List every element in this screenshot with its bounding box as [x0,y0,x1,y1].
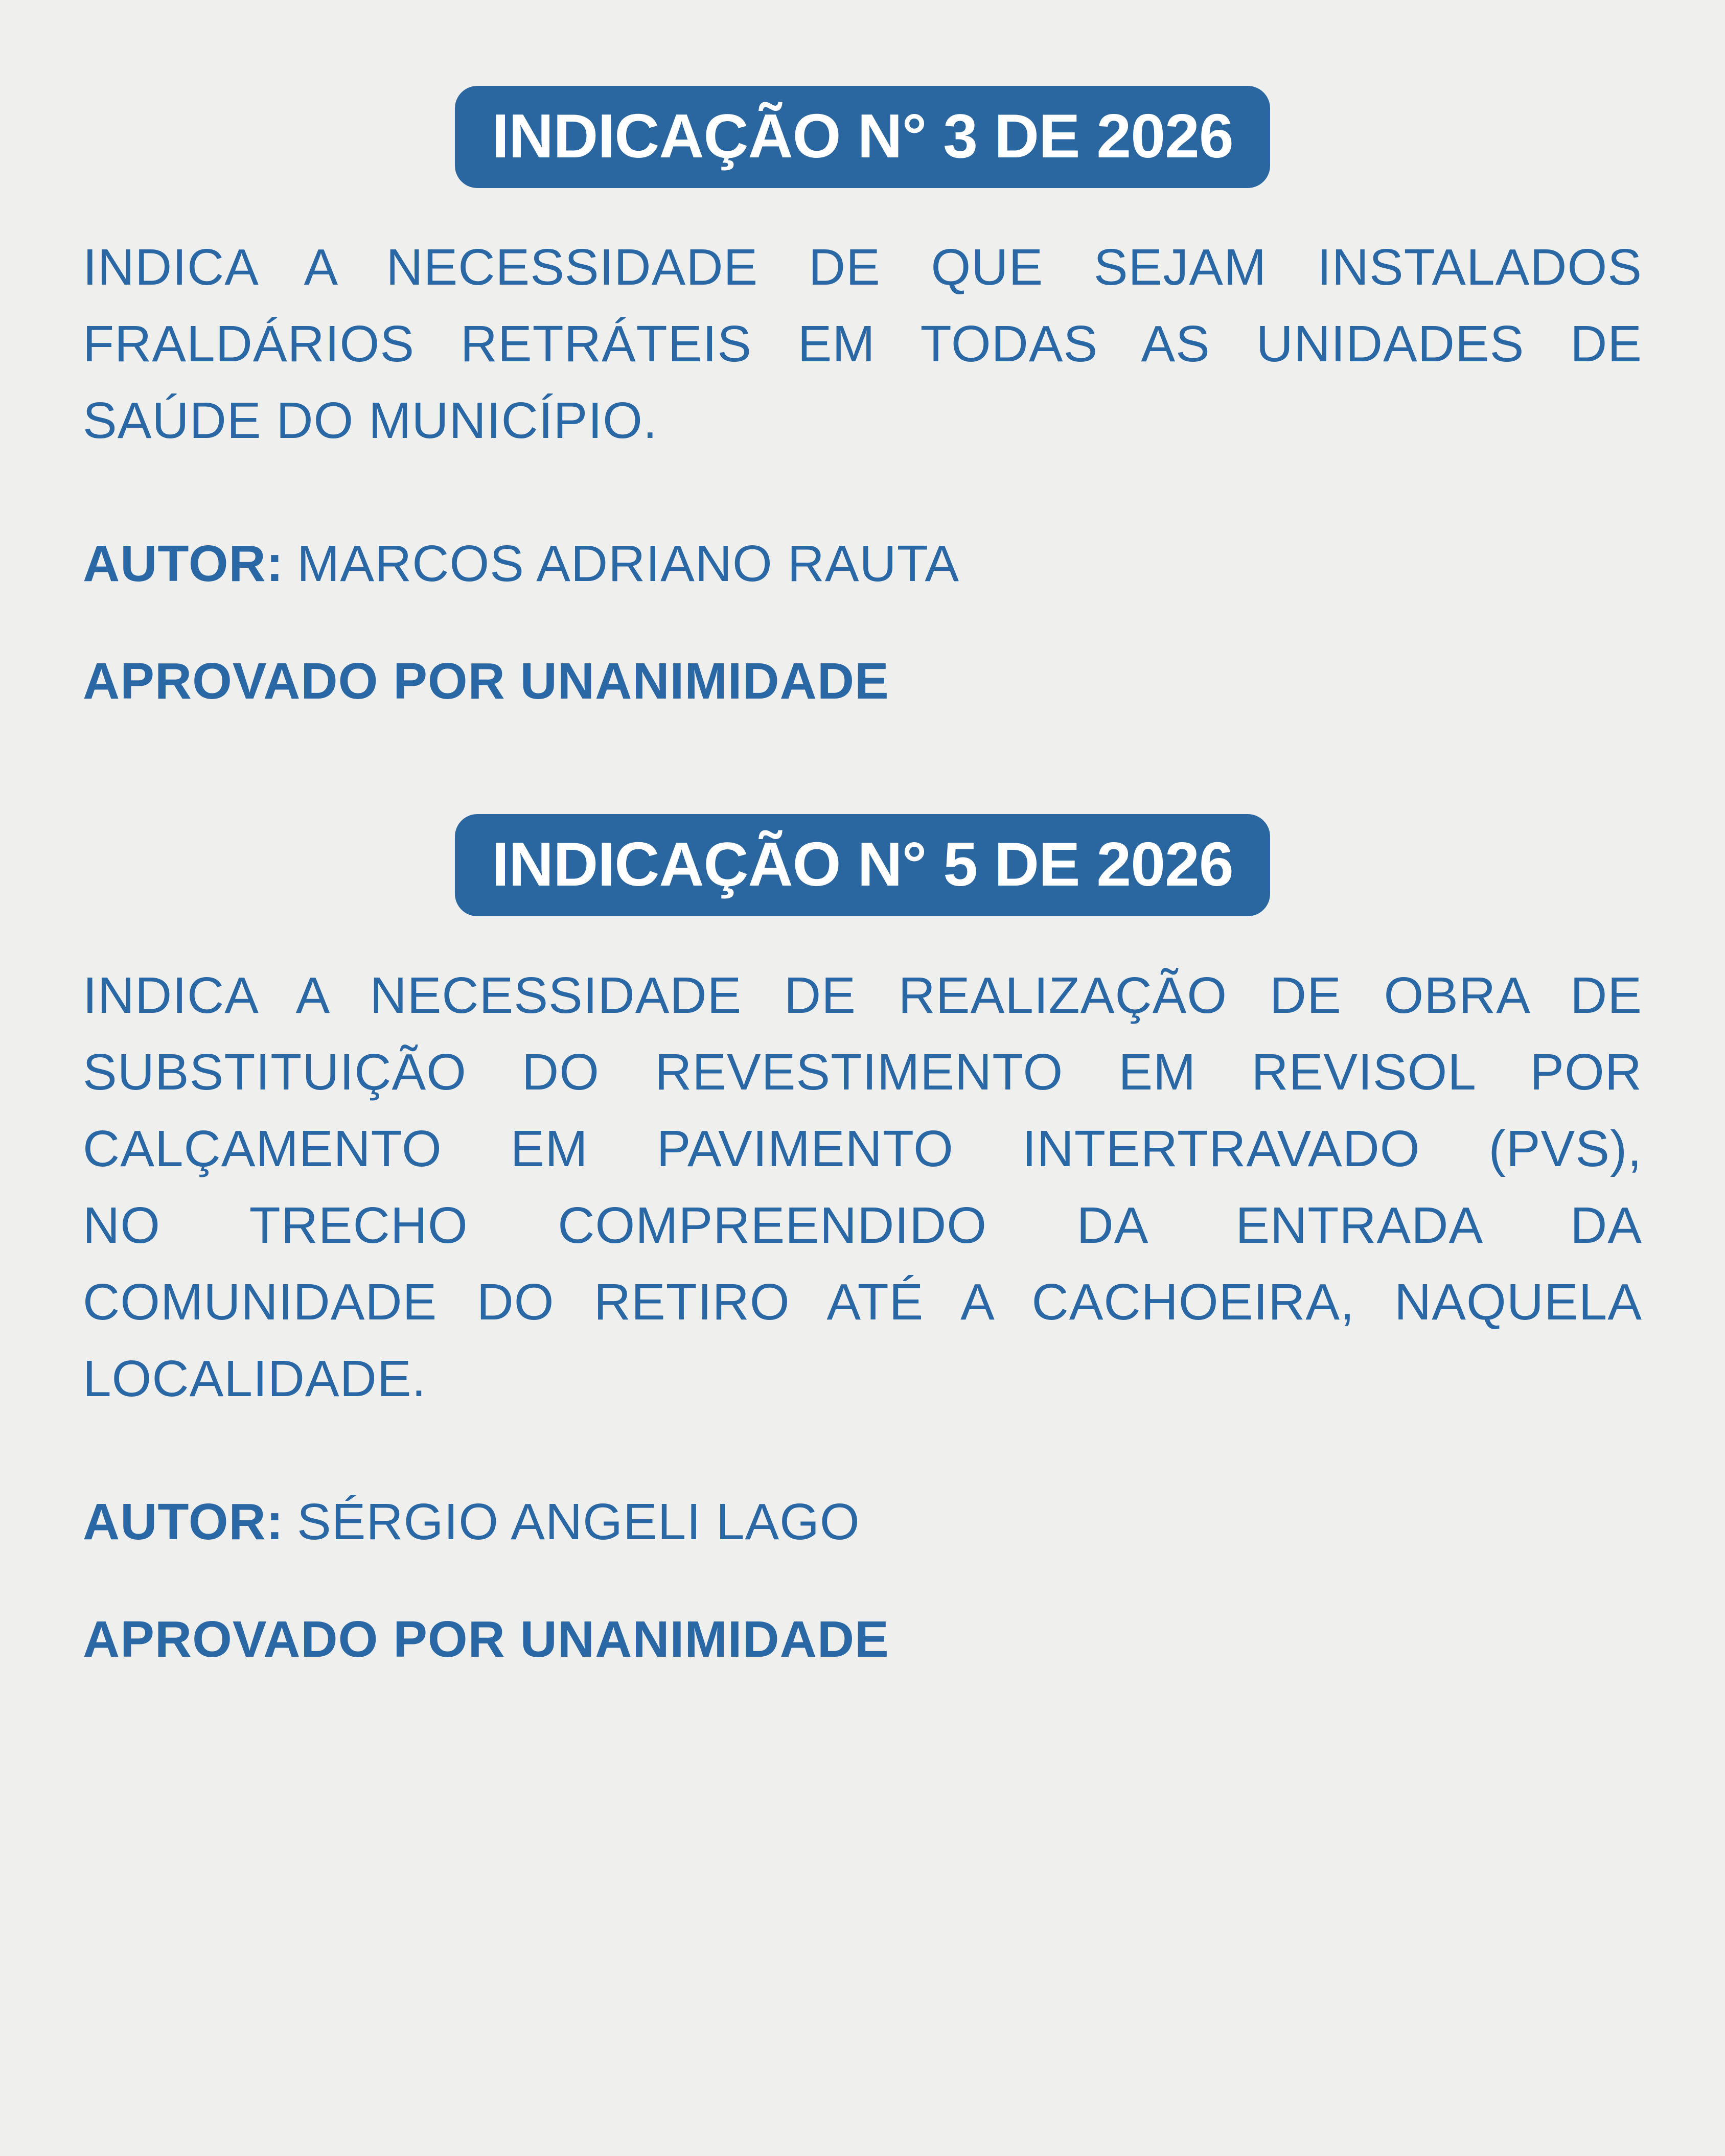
body-line: NO TRECHO COMPREENDIDO DA ENTRADA DA [83,1197,1642,1254]
author-name: MARCOS ADRIANO RAUTA [297,535,960,592]
body-line: SUBSTITUIÇÃO DO REVESTIMENTO EM REVISOL POR [83,1044,1642,1101]
author-row [83,1483,1642,1560]
indication-badge-3: INDICAÇÃO N° 3 DE 2026 [455,86,1270,188]
body-line: LOCALIDADE. [83,1350,427,1407]
indication-badge-5: INDICAÇÃO N° 5 DE 2026 [455,814,1270,916]
badge-row [83,720,1642,916]
body-line: INDICA A NECESSIDADE DE QUE SEJAM INSTALADOS [83,239,1642,296]
badge-row [83,0,1642,188]
status-text: APROVADO POR UNANIMIDADE [83,1611,889,1668]
indication-body-5 [83,957,1642,1417]
indication-section-3 [83,0,1642,720]
author-row [83,525,1642,602]
author-name: SÉRGIO ANGELI LAGO [297,1493,860,1550]
author-label: AUTOR: [83,1493,284,1550]
body-line: CALÇAMENTO EM PAVIMENTO INTERTRAVADO (PVS), [83,1120,1642,1177]
body-line: FRALDÁRIOS RETRÁTEIS EM TODAS AS UNIDADES DE [83,315,1642,373]
body-line: SAÚDE DO MUNICÍPIO. [83,392,658,449]
indication-body-3 [83,229,1642,459]
status-text: APROVADO POR UNANIMIDADE [83,653,889,710]
author-label: AUTOR: [83,535,284,592]
body-line: COMUNIDADE DO RETIRO ATÉ A CACHOEIRA, NAQUELA [83,1273,1642,1331]
body-line: INDICA A NECESSIDADE DE REALIZAÇÃO DE OBRA DE [83,967,1642,1024]
indication-section-5 [83,720,1642,1678]
